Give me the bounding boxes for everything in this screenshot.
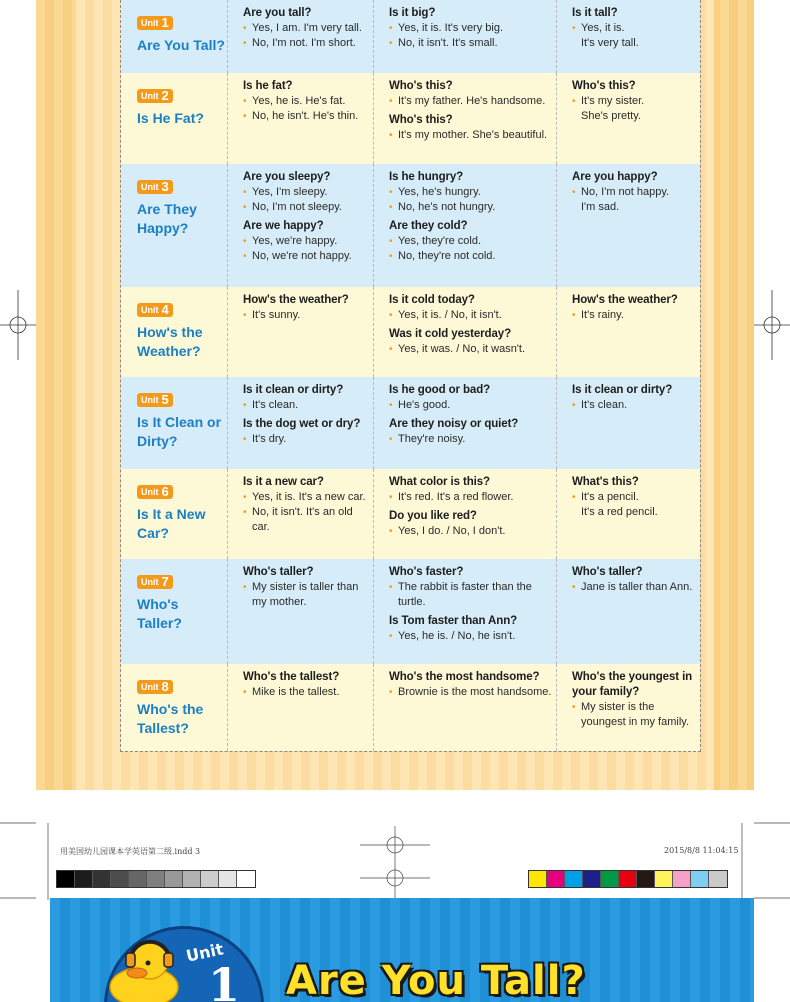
answer-text <box>243 249 373 264</box>
answer-line: No, it isn't. It's small. <box>398 37 498 49</box>
registration-mark-left <box>0 290 36 360</box>
answer-line: No, we're not happy. <box>252 250 352 262</box>
question-text: Is he good or bad? <box>389 384 491 396</box>
unit-row <box>121 559 700 664</box>
answer-text <box>243 685 373 700</box>
question-text: Who's taller? <box>243 566 314 578</box>
bullet-icon: • <box>243 202 247 213</box>
answer-line: My sister is taller than <box>252 581 359 593</box>
question-text: Who's this? <box>389 80 453 92</box>
answer-text <box>572 94 700 109</box>
answer-text <box>389 185 556 200</box>
question-text: Who's this? <box>572 80 636 92</box>
question-text: Who's taller? <box>572 566 643 578</box>
answer-line: Yes, it is. It's a new car. <box>252 491 366 503</box>
unit-title: Is It Clean or Dirty? <box>137 414 222 449</box>
dialogue-cell <box>557 164 700 287</box>
color-swatch <box>673 871 691 887</box>
answer-line: Yes, it is. / No, it isn't. <box>398 309 502 321</box>
answer-line: My sister is the <box>581 701 655 713</box>
bullet-icon: • <box>389 492 393 503</box>
bullet-icon: • <box>572 492 576 503</box>
question-text: Are you happy? <box>572 171 658 183</box>
answer-line: Brownie is the most handsome. <box>398 686 552 698</box>
question-text: Who's the tallest? <box>243 671 340 683</box>
answer-line: Jane is taller than Ann. <box>581 581 693 593</box>
dialogue-cell <box>557 73 700 164</box>
bullet-icon: • <box>389 344 393 355</box>
answer-text <box>572 580 700 595</box>
question-text: How's the weather? <box>572 294 678 306</box>
banner-unit-word: Unit <box>184 939 226 966</box>
dialogue-cell <box>557 469 700 559</box>
dialogue-cell <box>374 469 557 559</box>
answer-text <box>389 234 556 249</box>
banner-title: Are You Tall? <box>286 958 586 1002</box>
unit-row <box>121 664 700 751</box>
bullet-icon: • <box>572 702 576 713</box>
answer-text <box>389 524 556 539</box>
bullet-icon: • <box>389 130 393 141</box>
unit-badge <box>137 303 173 317</box>
answer-text <box>389 128 556 143</box>
answer-text <box>243 109 373 124</box>
question-text: Are you tall? <box>243 7 312 19</box>
bullet-icon: • <box>243 96 247 107</box>
unit-title: Who's the Tallest? <box>137 701 204 736</box>
unit-badge-number: 7 <box>161 574 169 589</box>
gray-swatch <box>129 871 147 887</box>
answer-text <box>243 200 373 215</box>
question-text: Are we happy? <box>243 220 324 232</box>
unit-badge-number: 8 <box>161 679 169 694</box>
bullet-icon: • <box>389 202 393 213</box>
answer-text <box>389 685 556 700</box>
answer-text <box>572 200 700 215</box>
gray-swatch <box>75 871 93 887</box>
gray-swatch <box>183 871 201 887</box>
dialogue-cell <box>374 0 557 73</box>
question-text: What's this? <box>572 476 639 488</box>
question-text: Do you like red? <box>389 510 477 522</box>
unit-badge-number: 6 <box>161 484 169 499</box>
answer-line: Yes, it is. <box>581 22 625 34</box>
answer-line: Yes, I'm sleepy. <box>252 186 328 198</box>
gray-swatch <box>111 871 129 887</box>
answer-text <box>389 200 556 215</box>
bullet-icon: • <box>243 434 247 445</box>
answer-line: It's rainy. <box>581 309 624 321</box>
answer-line: youngest in my family. <box>581 716 690 728</box>
answer-line: They're noisy. <box>398 433 466 445</box>
bullet-icon: • <box>389 582 393 593</box>
registration-mark-right <box>754 290 790 360</box>
question-text: Is it cold today? <box>389 294 475 306</box>
unit-badge-word: Unit <box>141 577 159 587</box>
unit-title: How's the Weather? <box>137 324 203 359</box>
gray-color-bar <box>56 870 256 888</box>
answer-text <box>572 490 700 505</box>
answer-line: No, I'm not sleepy. <box>252 201 342 213</box>
dialogue-cell <box>557 559 700 664</box>
answer-text <box>243 36 373 51</box>
question-text: Are they cold? <box>389 220 468 232</box>
question-text: Is it tall? <box>572 7 618 19</box>
gray-swatch <box>93 871 111 887</box>
answer-text <box>389 249 556 264</box>
unit-header-cell <box>121 559 228 664</box>
unit-badge-word: Unit <box>141 395 159 405</box>
color-swatch <box>655 871 673 887</box>
color-swatch <box>529 871 547 887</box>
bullet-icon: • <box>572 310 576 321</box>
answer-line: It's clean. <box>581 399 628 411</box>
answer-text <box>389 432 556 447</box>
answer-text <box>389 580 556 595</box>
dialogue-cell <box>557 377 700 469</box>
answer-line: He's good. <box>398 399 451 411</box>
answer-text <box>572 308 700 323</box>
bullet-icon: • <box>389 687 393 698</box>
unit-badge-number: 5 <box>161 392 169 407</box>
unit-badge-word: Unit <box>141 487 159 497</box>
unit-badge <box>137 575 173 589</box>
answer-text <box>572 398 700 413</box>
dialogue-cell <box>228 0 374 73</box>
bullet-icon: • <box>389 631 393 642</box>
bullet-icon: • <box>389 400 393 411</box>
gray-swatch <box>219 871 237 887</box>
answer-line: It's sunny. <box>252 309 301 321</box>
dialogue-cell <box>374 73 557 164</box>
print-timestamp: 2015/8/8 11:04:15 <box>664 846 739 855</box>
answer-text <box>243 398 373 413</box>
unit-header-cell <box>121 469 228 559</box>
bullet-icon: • <box>572 23 576 34</box>
answer-line: No, they're not cold. <box>398 250 496 262</box>
answer-text <box>389 629 556 644</box>
unit-badge-word: Unit <box>141 182 159 192</box>
question-text: Is it big? <box>389 7 436 19</box>
color-swatch <box>619 871 637 887</box>
bullet-icon: • <box>243 492 247 503</box>
unit-summary-table <box>120 0 701 752</box>
answer-text <box>572 715 700 730</box>
bullet-icon: • <box>243 582 247 593</box>
question-text: How's the weather? <box>243 294 349 306</box>
unit-badge-number: 3 <box>161 179 169 194</box>
gray-swatch <box>237 871 255 887</box>
bullet-icon: • <box>243 251 247 262</box>
unit-badge-word: Unit <box>141 18 159 28</box>
answer-text <box>572 505 700 520</box>
answer-line: It's my sister. <box>581 95 645 107</box>
bullet-icon: • <box>389 23 393 34</box>
answer-text <box>243 580 373 595</box>
unit-row <box>121 0 700 73</box>
unit-row <box>121 377 700 469</box>
answer-line: It's red. It's a red flower. <box>398 491 514 503</box>
bullet-icon: • <box>389 310 393 321</box>
bullet-icon: • <box>243 187 247 198</box>
answer-line: my mother. <box>252 596 307 608</box>
question-text: Was it cold yesterday? <box>389 328 511 340</box>
print-filename: 用美国幼儿园课本学英语第二级.indd 3 <box>60 847 201 856</box>
bullet-icon: • <box>243 236 247 247</box>
dialogue-cell <box>374 377 557 469</box>
answer-line: It's my mother. She's beautiful. <box>398 129 548 141</box>
unit-badge <box>137 393 173 407</box>
answer-line: Yes, I do. / No, I don't. <box>398 525 506 537</box>
answer-text <box>389 595 556 610</box>
question-text: Is he fat? <box>243 80 293 92</box>
answer-text <box>572 700 700 715</box>
unit-badge <box>137 89 173 103</box>
dialogue-cell <box>228 559 374 664</box>
unit-badge-number: 4 <box>161 302 169 317</box>
answer-line: It's my father. He's handsome. <box>398 95 546 107</box>
unit-header-cell <box>121 0 228 73</box>
color-swatch <box>691 871 709 887</box>
answer-line: Yes, it is. It's very big. <box>398 22 504 34</box>
color-swatch <box>709 871 727 887</box>
dialogue-cell <box>228 73 374 164</box>
answer-line: It's a pencil. <box>581 491 639 503</box>
answer-line: No, it isn't. It's an old <box>252 506 353 518</box>
answer-line: The rabbit is faster than the <box>398 581 532 593</box>
answer-text <box>389 398 556 413</box>
unit-title: Is He Fat? <box>137 110 204 126</box>
answer-text <box>572 21 700 36</box>
question-text: Is it clean or dirty? <box>572 384 673 396</box>
bullet-icon: • <box>389 526 393 537</box>
unit-badge <box>137 680 173 694</box>
answer-line: No, I'm not. I'm short. <box>252 37 356 49</box>
gray-swatch <box>201 871 219 887</box>
question-text: Are they noisy or quiet? <box>389 418 519 430</box>
answer-text <box>243 595 373 610</box>
unit-badge-word: Unit <box>141 682 159 692</box>
color-swatch <box>583 871 601 887</box>
answer-line: No, he's not hungry. <box>398 201 496 213</box>
bullet-icon: • <box>389 38 393 49</box>
dialogue-cell <box>557 287 700 377</box>
answer-text <box>243 308 373 323</box>
color-swatch <box>637 871 655 887</box>
unit-badge-word: Unit <box>141 91 159 101</box>
answer-line: She's pretty. <box>581 110 641 122</box>
dialogue-cell <box>228 377 374 469</box>
answer-line: car. <box>252 521 270 533</box>
bullet-icon: • <box>389 434 393 445</box>
bullet-icon: • <box>243 507 247 518</box>
dialogue-cell <box>374 164 557 287</box>
unit-badge-word: Unit <box>141 305 159 315</box>
color-swatch <box>547 871 565 887</box>
answer-line: Yes, we're happy. <box>252 235 338 247</box>
answer-line: It's very tall. <box>581 37 639 49</box>
bullet-icon: • <box>243 111 247 122</box>
question-text: Who's the youngest in your family? <box>572 671 693 698</box>
answer-line: It's clean. <box>252 399 299 411</box>
dialogue-cell <box>228 287 374 377</box>
question-text: Is it clean or dirty? <box>243 384 344 396</box>
unit-header-cell <box>121 164 228 287</box>
unit-badge <box>137 180 173 194</box>
bullet-icon: • <box>243 310 247 321</box>
question-text: Who's this? <box>389 114 453 126</box>
gray-swatch <box>165 871 183 887</box>
bullet-icon: • <box>572 582 576 593</box>
bullet-icon: • <box>389 251 393 262</box>
answer-line: No, I'm not happy. <box>581 186 670 198</box>
answer-line: I'm sad. <box>581 201 620 213</box>
unit-row <box>121 164 700 287</box>
dialogue-cell <box>228 164 374 287</box>
answer-line: Yes, he is. He's fat. <box>252 95 346 107</box>
unit-header-cell <box>121 377 228 469</box>
answer-text <box>389 94 556 109</box>
answer-text <box>243 21 373 36</box>
unit-badge <box>137 16 173 30</box>
answer-text <box>243 432 373 447</box>
dialogue-cell <box>228 469 374 559</box>
unit-badge-number: 1 <box>161 15 169 30</box>
question-text: Is the dog wet or dry? <box>243 418 361 430</box>
bullet-icon: • <box>572 187 576 198</box>
question-text: Who's faster? <box>389 566 464 578</box>
answer-text <box>389 342 556 357</box>
unit-title: Are You Tall? <box>137 37 225 53</box>
question-text: Is he hungry? <box>389 171 464 183</box>
answer-text <box>572 185 700 200</box>
answer-text <box>389 36 556 51</box>
unit-row <box>121 287 700 377</box>
answer-line: It's a red pencil. <box>581 506 658 518</box>
question-text: Are you sleepy? <box>243 171 331 183</box>
bullet-icon: • <box>389 236 393 247</box>
dialogue-cell <box>557 664 700 751</box>
bullet-icon: • <box>389 187 393 198</box>
dialogue-cell <box>557 0 700 73</box>
answer-text <box>243 185 373 200</box>
bullet-icon: • <box>243 400 247 411</box>
unit-title: Are They Happy? <box>137 201 197 236</box>
dialogue-cell <box>374 559 557 664</box>
answer-text <box>572 109 700 124</box>
bullet-icon: • <box>572 96 576 107</box>
unit-badge-number: 2 <box>161 88 169 103</box>
unit-title: Is It a New Car? <box>137 506 206 541</box>
unit-badge <box>137 485 173 499</box>
answer-line: It's dry. <box>252 433 287 445</box>
answer-text <box>389 490 556 505</box>
banner-unit-number: 1 <box>208 958 241 1002</box>
bullet-icon: • <box>243 687 247 698</box>
answer-text <box>572 36 700 51</box>
unit-title: Who's Taller? <box>137 596 182 631</box>
duck-mascot-icon <box>104 935 184 1002</box>
dialogue-cell <box>374 287 557 377</box>
unit-header-cell <box>121 287 228 377</box>
dialogue-cell <box>228 664 374 751</box>
answer-text <box>243 94 373 109</box>
bullet-icon: • <box>243 23 247 34</box>
gray-swatch <box>57 871 75 887</box>
color-swatch <box>565 871 583 887</box>
unit-row <box>121 469 700 559</box>
question-text: Is Tom faster than Ann? <box>389 615 518 627</box>
bullet-icon: • <box>243 38 247 49</box>
process-color-bar <box>528 870 728 888</box>
answer-text <box>389 21 556 36</box>
answer-line: No, he isn't. He's thin. <box>252 110 359 122</box>
unit-row <box>121 73 700 164</box>
unit-header-cell <box>121 73 228 164</box>
dialogue-cell <box>374 664 557 751</box>
answer-text <box>243 490 373 505</box>
color-swatch <box>601 871 619 887</box>
question-text: Who's the most handsome? <box>389 671 540 683</box>
answer-line: Yes, he's hungry. <box>398 186 481 198</box>
gray-swatch <box>147 871 165 887</box>
answer-text <box>389 308 556 323</box>
answer-line: Yes, I am. I'm very tall. <box>252 22 362 34</box>
answer-line: Yes, it was. / No, it wasn't. <box>398 343 526 355</box>
question-text: What color is this? <box>389 476 490 488</box>
answer-text <box>243 520 373 535</box>
answer-text <box>243 505 373 520</box>
answer-text <box>243 234 373 249</box>
bullet-icon: • <box>389 96 393 107</box>
question-text: Is it a new car? <box>243 476 324 488</box>
answer-line: Yes, he is. / No, he isn't. <box>398 630 516 642</box>
unit-header-cell <box>121 664 228 751</box>
answer-line: Mike is the tallest. <box>252 686 340 698</box>
answer-line: turtle. <box>398 596 426 608</box>
bullet-icon: • <box>572 400 576 411</box>
answer-line: Yes, they're cold. <box>398 235 482 247</box>
